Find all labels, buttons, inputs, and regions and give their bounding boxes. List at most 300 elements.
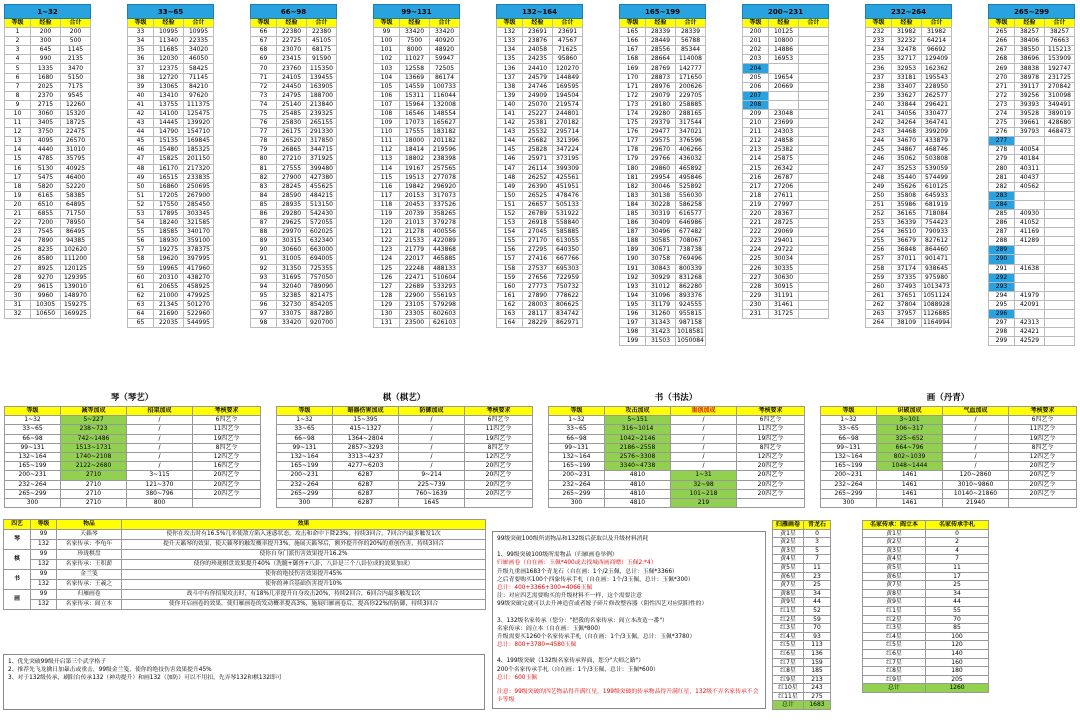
level-cell: 284 [989, 200, 1015, 209]
total-cell: 125475 [184, 109, 214, 118]
level-cell: 261 [866, 291, 892, 300]
bonus-cell: 1~31 [671, 471, 737, 480]
level-cell: 192 [620, 273, 646, 282]
table-row [743, 237, 829, 246]
table-row [549, 480, 805, 489]
bonus-cell: 200~231 [277, 471, 333, 480]
column-header: 经验 [277, 19, 307, 28]
table-row [863, 641, 989, 650]
table-row [128, 209, 214, 218]
total-cell [799, 282, 829, 291]
total-cell: 163905 [307, 82, 337, 91]
bonus-cell: 20四艺令 [737, 489, 805, 498]
exp-cell: 31096 [646, 291, 676, 300]
total-cell: 399480 [307, 164, 337, 173]
bonus-cell: 6287 [333, 480, 399, 489]
plan-s2-b: 升级需要买1260个名家传承手札（自在画：1个/3玉佩，总计：玉佩*3780） [497, 634, 696, 641]
total-cell: 602025 [307, 228, 337, 237]
level-cell: 239 [866, 91, 892, 100]
exp-cell: 39393 [1015, 100, 1045, 109]
exp-cell: 33181 [892, 73, 922, 82]
total-cell: 769496 [676, 255, 706, 264]
exp-cell: 28367 [769, 209, 799, 218]
total-cell: 531922 [553, 209, 583, 218]
total-cell: 296920 [430, 182, 460, 191]
column-header: 经验 [1015, 19, 1045, 28]
table-row [743, 137, 829, 146]
exp-cell: 30671 [646, 246, 676, 255]
level-cell: 99 [31, 530, 57, 540]
total-cell: 778622 [553, 291, 583, 300]
total-cell: 194504 [553, 91, 583, 100]
art-cell: 书 [4, 570, 31, 590]
table-row [497, 300, 583, 309]
level-cell: 146 [497, 155, 523, 164]
table-row [128, 264, 214, 273]
level-cell: 94 [251, 282, 277, 291]
table-row [773, 572, 831, 581]
total-cell: 91590 [307, 55, 337, 64]
level-cell: 101 [374, 46, 400, 55]
table-row [620, 200, 706, 209]
star-level-cell: 红6星 [773, 649, 804, 658]
table-row [128, 300, 214, 309]
table-row [743, 219, 829, 228]
bonus-cell [1009, 498, 1077, 507]
table-row [5, 200, 91, 209]
level-cell: 251 [866, 200, 892, 209]
bonus-cell: / [671, 443, 737, 452]
column-header: 经验 [31, 19, 61, 28]
bonus-header: 暗器伤害加成 [333, 407, 399, 416]
table-row [128, 119, 214, 128]
level-table-200~231 [742, 4, 829, 319]
table-row [989, 337, 1075, 346]
exp-cell: 35253 [892, 164, 922, 173]
cost-cell: 4 [926, 546, 989, 555]
total-cell: 443868 [430, 246, 460, 255]
total-cell: 296421 [922, 100, 952, 109]
exp-cell: 23876 [523, 37, 553, 46]
level-cell: 57 [128, 246, 154, 255]
table-row [620, 64, 706, 73]
table-row [4, 550, 486, 560]
table-row [549, 434, 805, 443]
table-row [620, 228, 706, 237]
exp-cell: 39117 [1015, 82, 1045, 91]
exp-cell: 31423 [646, 328, 676, 337]
total-cell: 488133 [430, 264, 460, 273]
table-row [5, 310, 91, 319]
total-cell [799, 64, 829, 73]
bonus-cell: 20四艺令 [193, 489, 261, 498]
cost-cell: 213 [804, 675, 831, 684]
exp-cell: 8235 [31, 246, 61, 255]
level-cell: 186 [620, 219, 646, 228]
exp-cell: 18000 [400, 137, 430, 146]
table-row [374, 46, 460, 55]
level-cell: 45 [128, 137, 154, 146]
bonus-cell: 32~98 [671, 480, 737, 489]
exp-cell: 24410 [523, 64, 553, 73]
column-header: 合计 [1045, 19, 1075, 28]
level-cell: 12 [5, 128, 31, 137]
level-cell: 107 [374, 100, 400, 109]
total-cell: 185325 [184, 146, 214, 155]
total-cell [799, 264, 829, 273]
star-level-cell: 黄4星 [773, 555, 804, 564]
table-row [620, 82, 706, 91]
level-cell: 266 [989, 37, 1015, 46]
total-cell: 616577 [676, 209, 706, 218]
star-level-cell: 红4星 [773, 632, 804, 641]
level-cell: 29 [5, 282, 31, 291]
table-row [5, 209, 91, 218]
bonus-cell: 66~98 [821, 434, 877, 443]
table-row [989, 137, 1075, 146]
exp-cell: 16170 [154, 164, 184, 173]
level-cell: 123 [374, 246, 400, 255]
star-level-cell: 红5星 [863, 641, 926, 650]
exp-cell: 37651 [892, 291, 922, 300]
table-row [374, 28, 460, 37]
table-row [743, 46, 829, 55]
level-cell: 162 [497, 300, 523, 309]
exp-cell: 41638 [1015, 264, 1045, 273]
level-cell: 268 [989, 55, 1015, 64]
exp-cell: 26787 [769, 173, 799, 182]
exp-cell: 30843 [646, 264, 676, 273]
total-cell: 371925 [307, 155, 337, 164]
exp-cell: 23305 [400, 310, 430, 319]
level-cell: 135 [497, 55, 523, 64]
table-row [128, 173, 214, 182]
level-cell: 81 [251, 164, 277, 173]
cost-cell: 7 [804, 555, 831, 564]
level-cell: 242 [866, 119, 892, 128]
upgrade-header: 青龙石 [804, 521, 831, 530]
level-cell: 155 [497, 237, 523, 246]
exp-cell: 31179 [646, 300, 676, 309]
total-cell: 171650 [676, 73, 706, 82]
star-level-cell: 黄9星 [773, 598, 804, 607]
total-cell: 422089 [430, 237, 460, 246]
total-cell: 22380 [307, 28, 337, 37]
level-cell: 122 [374, 237, 400, 246]
total-cell: 22475 [61, 128, 91, 137]
exp-cell: 25875 [769, 155, 799, 164]
exp-cell: 7890 [31, 237, 61, 246]
total-cell: 585885 [553, 228, 583, 237]
total-cell: 52220 [61, 182, 91, 191]
table-row [620, 310, 706, 319]
table-row [863, 632, 989, 641]
total-cell [799, 37, 829, 46]
table-row [989, 228, 1075, 237]
exp-cell: 32040 [277, 282, 307, 291]
table-row [251, 119, 337, 128]
table-row [374, 91, 460, 100]
table-row [497, 137, 583, 146]
table-row [497, 28, 583, 37]
level-cell: 260 [866, 282, 892, 291]
exp-cell: 16546 [400, 109, 430, 118]
total-cell: 45105 [307, 37, 337, 46]
bonus-cell: 265~299 [549, 489, 605, 498]
exp-cell: 25532 [523, 128, 553, 137]
cost-cell: 44 [804, 598, 831, 607]
level-cell: 280 [989, 164, 1015, 173]
bonus-cell: 3~115 [127, 471, 193, 480]
table-row [128, 82, 214, 91]
total-cell: 500 [61, 37, 91, 46]
total-cell [1045, 337, 1075, 346]
table-row [374, 255, 460, 264]
total-cell: 428680 [1045, 119, 1075, 128]
table-row [620, 173, 706, 182]
bonus-cell: / [671, 425, 737, 434]
total-cell: 97620 [184, 91, 214, 100]
total-cell: 373195 [553, 155, 583, 164]
table-row [821, 443, 1077, 452]
table-row [497, 119, 583, 128]
level-cell: 44 [128, 128, 154, 137]
level-cell: 199 [620, 337, 646, 346]
total-cell: 262577 [922, 91, 952, 100]
table-row [989, 300, 1075, 309]
table-row [128, 28, 214, 37]
total-cell: 64895 [61, 200, 91, 209]
total-cell: 1164994 [923, 319, 950, 327]
exp-cell: 42421 [1015, 328, 1045, 337]
total-cell: 406266 [676, 146, 706, 155]
level-cell: 106 [374, 91, 400, 100]
bonus-cell: 19四艺令 [465, 434, 533, 443]
total-cell [1045, 319, 1075, 328]
level-cell: 114 [374, 164, 400, 173]
cost-cell: 243 [804, 684, 831, 693]
total-cell: 195543 [922, 73, 952, 82]
table-row [989, 155, 1075, 164]
exp-cell: 34468 [892, 128, 922, 137]
notes-box [3, 654, 485, 710]
table-row [374, 182, 460, 191]
exp-cell: 8580 [31, 255, 61, 264]
table-row [866, 164, 952, 173]
table-row [374, 55, 460, 64]
table-row [773, 684, 831, 693]
table-row [5, 146, 91, 155]
exp-cell: 34056 [892, 109, 922, 118]
total-cell: 139920 [184, 119, 214, 128]
table-row [989, 328, 1075, 337]
bonus-cell: 20四艺令 [737, 462, 805, 471]
table-row [374, 146, 460, 155]
exp-cell: 29069 [769, 228, 799, 237]
total-cell: 310098 [1045, 91, 1075, 100]
bonus-cell: 1042~2146 [605, 434, 671, 443]
total-cell [799, 228, 829, 237]
bonus-header: 等级 [277, 407, 333, 416]
plan-s3-a: 200个名家传承手札（自在画：1个/3玉佩，总计：玉佩*600） [497, 666, 659, 673]
exp-cell: 17205 [154, 191, 184, 200]
star-level-cell: 红7星 [863, 658, 926, 667]
level-cell: 169 [620, 64, 646, 73]
total-cell: 677482 [676, 228, 706, 237]
table-row [374, 273, 460, 282]
table-row [251, 73, 337, 82]
total-cell: 58425 [184, 64, 214, 73]
level-cell: 195 [620, 300, 646, 309]
table-row [743, 91, 829, 100]
exp-cell: 30585 [646, 237, 676, 246]
bonus-cell: 1~32 [5, 416, 61, 425]
total-cell: 5150 [61, 73, 91, 82]
total-cell [1045, 255, 1075, 264]
table-row [866, 291, 952, 300]
table-row [128, 64, 214, 73]
bonus-cell: 11四艺令 [1009, 425, 1077, 434]
table-row [251, 82, 337, 91]
table-row [743, 155, 829, 164]
total-cell: 806625 [553, 300, 583, 309]
exp-cell: 41289 [1015, 237, 1045, 246]
total-cell: 34020 [184, 46, 214, 55]
table-row [4, 600, 486, 610]
total-cell: 100733 [430, 82, 460, 91]
table-row [863, 675, 989, 684]
exp-cell: 38978 [1015, 73, 1045, 82]
level-cell: 100 [374, 37, 400, 46]
level-cell: 15 [5, 155, 31, 164]
bonus-cell: 20四艺令 [465, 471, 533, 480]
total-cell: 10995 [184, 28, 214, 37]
effect-cell: 使你的珍珑棋盘效果提升40%（洗髓+御兽+八卦，八卦是三个八卦位成的效果加成） [122, 560, 486, 570]
table-row [773, 598, 831, 607]
level-cell: 286 [989, 219, 1015, 228]
exp-cell: 39256 [1015, 91, 1045, 100]
level-cell: 99 [31, 570, 57, 580]
column-header: 等级 [866, 19, 892, 28]
level-cell: 243 [866, 128, 892, 137]
exp-cell: 28935 [277, 200, 307, 209]
star-level-cell: 黄2星 [863, 538, 926, 547]
table-row [374, 100, 460, 109]
table-row [821, 480, 1077, 489]
table-row [866, 37, 952, 46]
table-row [989, 82, 1075, 91]
level-cell: 142 [497, 119, 523, 128]
level-cell: 196 [620, 310, 646, 319]
level-cell: 203 [743, 55, 769, 64]
table-row [5, 37, 91, 46]
level-cell: 289 [989, 246, 1015, 255]
level-cell: 285 [989, 209, 1015, 218]
exp-cell: 36679 [892, 237, 922, 246]
level-cell: 214 [743, 155, 769, 164]
exp-cell: 28556 [646, 46, 676, 55]
total-cell [799, 291, 829, 300]
level-cell: 23 [5, 228, 31, 237]
bonus-cell: 20四艺令 [737, 471, 805, 480]
table-row [5, 119, 91, 128]
total-cell: 169595 [553, 82, 583, 91]
total-cell: 139010 [61, 282, 91, 291]
level-cell: 197 [620, 319, 646, 328]
table-row [989, 91, 1075, 100]
cost-cell: 185 [804, 667, 831, 676]
level-range-title: 132~164 [497, 5, 583, 19]
column-header: 等级 [989, 19, 1015, 28]
table-row [497, 46, 583, 55]
total-cell: 68175 [307, 46, 337, 55]
table-row [251, 255, 337, 264]
level-cell: 85 [251, 200, 277, 209]
level-cell: 70 [251, 64, 277, 73]
total-cell: 277078 [430, 173, 460, 182]
total-cell [799, 237, 829, 246]
total-cell: 59947 [430, 55, 460, 64]
table-row [251, 219, 337, 228]
bonus-header: 考核要求 [1009, 407, 1077, 416]
total-cell: 376596 [676, 137, 706, 146]
total-cell: 854205 [307, 300, 337, 309]
level-cell: 232 [866, 28, 892, 37]
level-cell: 9 [5, 100, 31, 109]
table-row [497, 264, 583, 273]
total-cell: 270182 [553, 119, 583, 128]
bonus-cell: 5~227 [61, 416, 127, 425]
level-cell: 72 [251, 82, 277, 91]
bonus-header: 等级 [821, 407, 877, 416]
table-row [989, 46, 1075, 55]
table-row [620, 37, 706, 46]
column-header: 等级 [497, 19, 523, 28]
table-row [743, 282, 829, 291]
table-row [277, 452, 533, 461]
items-header: 效果 [122, 520, 486, 530]
bonus-cell: 121~370 [127, 480, 193, 489]
level-cell: 265 [989, 28, 1015, 37]
bonus-cell: 15~395 [333, 416, 399, 425]
exp-cell: 26342 [769, 164, 799, 173]
level-cell: 61 [128, 282, 154, 291]
exp-cell: 26865 [277, 146, 307, 155]
bonus-cell: 11四艺令 [193, 425, 261, 434]
exp-cell: 37493 [892, 282, 922, 291]
total-cell: 399209 [922, 128, 952, 137]
exp-cell: 19167 [400, 164, 430, 173]
level-table-132~164 [496, 4, 583, 328]
level-cell: 67 [251, 37, 277, 46]
cost-cell: 34 [926, 589, 989, 598]
bonus-cell: 106~317 [877, 425, 943, 434]
exp-cell: 28117 [523, 310, 553, 319]
exp-cell: 38696 [1015, 55, 1045, 64]
total-cell: 76663 [1045, 37, 1075, 46]
table-row [497, 164, 583, 173]
table-row [989, 128, 1075, 137]
exp-cell: 21345 [154, 300, 184, 309]
plan-intro: 99级突破100级所需物品和132级后获取以及升级材料消耗 [497, 536, 649, 542]
bonus-cell: 232~264 [277, 480, 333, 489]
exp-cell: 17550 [154, 200, 184, 209]
level-cell: 130 [374, 310, 400, 319]
total-cell: 132008 [430, 100, 460, 109]
exp-cell: 27555 [277, 164, 307, 173]
table-row [374, 310, 460, 319]
bonus-cell: 5~151 [605, 416, 671, 425]
